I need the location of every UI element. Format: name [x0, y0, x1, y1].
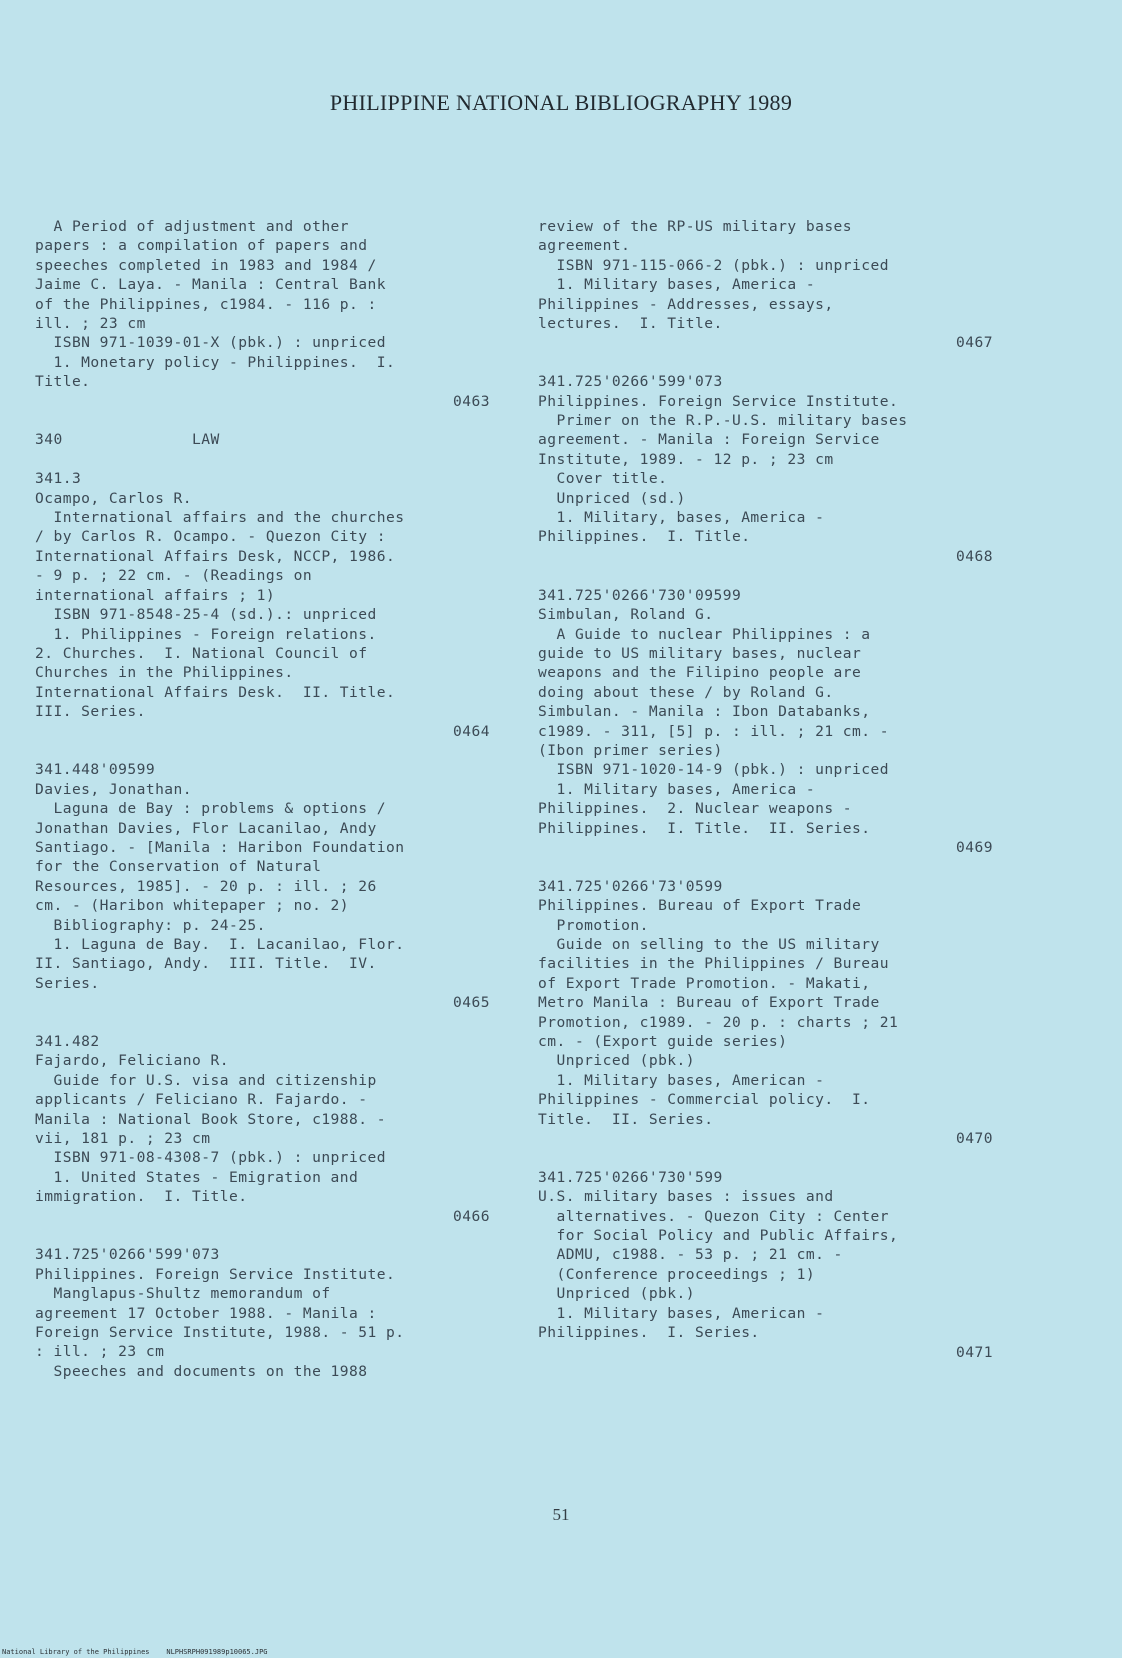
entry-number: 0465	[453, 994, 490, 1012]
entry-line: 1. Military, bases, America -	[538, 509, 825, 527]
entry-line: 1. Military bases, America -	[538, 276, 816, 294]
entry-line: lectures. I. Title.	[538, 315, 723, 333]
entry-line: 341.725'0266'599'073	[538, 373, 723, 391]
entry-spacer	[538, 857, 993, 876]
entry-line: papers : a compilation of papers and	[35, 237, 368, 255]
entry-line: 341.725'0266'730'09599	[538, 586, 742, 604]
entry-line: of the Philippines, c1984. - 116 p. :	[35, 295, 377, 313]
entry-line: Philippines - Addresses, essays,	[538, 295, 834, 313]
entry-line: international affairs ; 1)	[35, 586, 276, 604]
entry-line: agreement 17 October 1988. - Manila :	[35, 1304, 377, 1322]
footer-caption: National Library of the Philippines NLPHSRPH091989p10065.JPG	[2, 1648, 268, 1656]
entry-line: Philippines. Foreign Service Institute.	[538, 392, 899, 410]
entry-line: 1. Philippines - Foreign relations.	[35, 625, 377, 643]
entry-line: Fajardo, Feliciano R.	[35, 1052, 229, 1070]
entry-line: 1. Military bases, American -	[538, 1304, 825, 1322]
entry-line: ISBN 971-1039-01-X (pbk.) : unpriced	[35, 334, 386, 352]
entry-line: ISBN 971-1020-14-9 (pbk.) : unpriced	[538, 761, 889, 779]
entry-number: 0466	[453, 1207, 490, 1225]
entry-spacer	[35, 411, 490, 430]
entry-line: guide to US military bases, nuclear	[538, 644, 862, 662]
entry-line: review of the RP-US military bases	[538, 218, 853, 235]
bibliography-entry	[35, 469, 490, 741]
entry-line: Foreign Service Institute, 1988. - 51 p.	[35, 1324, 405, 1342]
entry-number: 0467	[956, 334, 993, 352]
entry-line: Manila : National Book Store, c1988. -	[35, 1110, 386, 1128]
entry-line: International affairs and the churches	[35, 509, 405, 527]
entry-line: Philippines - Commercial policy. I.	[538, 1091, 871, 1109]
entry-line: cm. - (Haribon whitepaper ; no. 2)	[35, 897, 350, 915]
entry-line: U.S. military bases : issues and	[538, 1188, 834, 1206]
entry-line: III. Series.	[35, 703, 146, 721]
entry-line: Churches in the Philippines.	[35, 664, 294, 682]
entry-line: Ocampo, Carlos R.	[35, 489, 193, 507]
entry-line: A Guide to nuclear Philippines : a	[538, 625, 871, 643]
page-number: 51	[552, 1505, 570, 1524]
entry-line: Bibliography: p. 24-25.	[35, 916, 266, 934]
entry-line: Primer on the R.P.-U.S. military bases	[538, 412, 908, 430]
entry-spacer	[35, 1226, 490, 1245]
bibliography-entry	[35, 1245, 490, 1381]
entry-line: for Social Policy and Public Affairs,	[538, 1227, 899, 1245]
entry-line: 341.725'0266'599'073	[35, 1246, 220, 1264]
entry-line: 341.725'0266'730'599	[538, 1168, 723, 1186]
entry-line: Speeches and documents on the 1988	[35, 1362, 368, 1380]
entry-line: A Period of adjustment and other	[35, 218, 350, 235]
entry-line: vii, 181 p. ; 23 cm	[35, 1130, 211, 1148]
entry-line: ADMU, c1988. - 53 p. ; 21 cm. -	[538, 1246, 843, 1264]
entry-line: Unpriced (pbk.)	[538, 1285, 696, 1303]
entry-line: Guide on selling to the US military	[538, 935, 880, 953]
entry-line: Philippines. I. Title. II. Series.	[538, 819, 871, 837]
entry-line: Resources, 1985]. - 20 p. : ill. ; 26	[35, 877, 377, 895]
entry-line: 341.448'09599	[35, 761, 156, 779]
entry-line: applicants / Feliciano R. Fajardo. -	[35, 1091, 368, 1109]
entry-line: immigration. I. Title.	[35, 1188, 248, 1206]
left-column	[35, 217, 490, 1381]
entry-line: 341.725'0266'73'0599	[538, 877, 723, 895]
entry-line: Cover title.	[538, 470, 668, 488]
entry-line: alternatives. - Quezon City : Center	[538, 1207, 889, 1225]
entry-number: 0463	[453, 392, 490, 410]
entry-number: 0469	[956, 838, 993, 856]
bibliography-entry	[35, 430, 490, 449]
entry-line: Metro Manila : Bureau of Export Trade	[538, 994, 880, 1012]
bibliography-entry	[35, 760, 490, 1012]
bibliography-entry	[35, 1032, 490, 1226]
bibliography-entry	[35, 217, 490, 411]
entry-line: Title.	[35, 373, 91, 391]
entry-line: 2. Churches. I. National Council of	[35, 644, 368, 662]
entry-line: Unpriced (sd.)	[538, 489, 686, 507]
entry-line: Institute, 1989. - 12 p. ; 23 cm	[538, 450, 834, 468]
entry-line: doing about these / by Roland G.	[538, 683, 834, 701]
entry-line: (Ibon primer series)	[538, 741, 723, 759]
page-title: PHILIPPINE NATIONAL BIBLIOGRAPHY 1989	[329, 90, 793, 115]
entry-line: ISBN 971-115-066-2 (pbk.) : unpriced	[538, 256, 889, 274]
entry-spacer	[538, 353, 993, 372]
entry-line: 341.3	[35, 470, 82, 488]
entry-line: ill. ; 23 cm	[35, 315, 146, 333]
entry-line: agreement. - Manila : Foreign Service	[538, 431, 880, 449]
entry-line: Title. II. Series.	[538, 1110, 714, 1128]
entry-line: ISBN 971-08-4308-7 (pbk.) : unpriced	[35, 1149, 386, 1167]
entry-line: agreement.	[538, 237, 631, 255]
entry-spacer	[35, 741, 490, 760]
entry-line: 1. Military bases, America -	[538, 780, 816, 798]
bibliography-entry	[538, 877, 993, 1149]
entry-line: (Conference proceedings ; 1)	[538, 1265, 816, 1283]
right-column	[538, 217, 993, 1362]
entry-line: weapons and the Filipino people are	[538, 664, 862, 682]
entry-line: c1989. - 311, [5] p. : ill. ; 21 cm. -	[538, 722, 889, 740]
entry-line: 340 LAW	[35, 431, 220, 449]
entry-line: Davies, Jonathan.	[35, 780, 193, 798]
entry-number: 0470	[956, 1130, 993, 1148]
entry-line: for the Conservation of Natural	[35, 858, 322, 876]
entry-line: Promotion, c1989. - 20 p. : charts ; 21	[538, 1013, 899, 1031]
bibliography-entry	[538, 372, 993, 566]
entry-number: 0464	[453, 722, 490, 740]
bibliography-entry	[538, 586, 993, 858]
entry-line: speeches completed in 1983 and 1984 /	[35, 256, 377, 274]
entry-line: Manglapus-Shultz memorandum of	[35, 1285, 331, 1303]
entry-line: International Affairs Desk. II. Title.	[35, 683, 396, 701]
entry-line: cm. - (Export guide series)	[538, 1033, 788, 1051]
entry-line: Philippines. I. Series.	[538, 1324, 760, 1342]
entry-line: Philippines. Bureau of Export Trade	[538, 897, 862, 915]
entry-line: / by Carlos R. Ocampo. - Quezon City :	[35, 528, 386, 546]
entry-spacer	[538, 1148, 993, 1167]
entry-line: 1. Laguna de Bay. I. Lacanilao, Flor.	[35, 935, 405, 953]
entry-spacer	[35, 1013, 490, 1032]
entry-line: : ill. ; 23 cm	[35, 1343, 165, 1361]
entry-line: Philippines. 2. Nuclear weapons -	[538, 800, 853, 818]
entry-number: 0468	[956, 547, 993, 565]
entry-line: Jaime C. Laya. - Manila : Central Bank	[35, 276, 386, 294]
entry-spacer	[35, 450, 490, 469]
entry-line: Philippines. Foreign Service Institute.	[35, 1265, 396, 1283]
entry-line: of Export Trade Promotion. - Makati,	[538, 974, 871, 992]
entry-line: 1. United States - Emigration and	[35, 1168, 359, 1186]
entry-line: Laguna de Bay : problems & options /	[35, 800, 386, 818]
entry-line: Simbulan, Roland G.	[538, 606, 714, 624]
entry-spacer	[538, 566, 993, 585]
entry-line: ISBN 971-8548-25-4 (sd.).: unpriced	[35, 606, 377, 624]
bibliography-entry	[538, 1168, 993, 1362]
entry-line: Unpriced (pbk.)	[538, 1052, 696, 1070]
entry-line: - 9 p. ; 22 cm. - (Readings on	[35, 567, 313, 585]
entry-line: Santiago. - [Manila : Haribon Foundation	[35, 838, 405, 856]
entry-line: II. Santiago, Andy. III. Title. IV.	[35, 955, 377, 973]
entry-number: 0471	[956, 1343, 993, 1361]
entry-line: 1. Military bases, American -	[538, 1071, 825, 1089]
bibliography-entry	[538, 217, 993, 353]
entry-line: 341.482	[35, 1033, 100, 1050]
entry-line: 1. Monetary policy - Philippines. I.	[35, 353, 396, 371]
entry-line: facilities in the Philippines / Bureau	[538, 955, 889, 973]
entry-line: Guide for U.S. visa and citizenship	[35, 1071, 377, 1089]
entry-line: Jonathan Davies, Flor Lacanilao, Andy	[35, 819, 377, 837]
entry-line: Promotion.	[538, 916, 649, 934]
entry-line: Series.	[35, 974, 100, 992]
entry-line: Philippines. I. Title.	[538, 528, 751, 546]
entry-line: Simbulan. - Manila : Ibon Databanks,	[538, 703, 871, 721]
entry-line: International Affairs Desk, NCCP, 1986.	[35, 547, 396, 565]
